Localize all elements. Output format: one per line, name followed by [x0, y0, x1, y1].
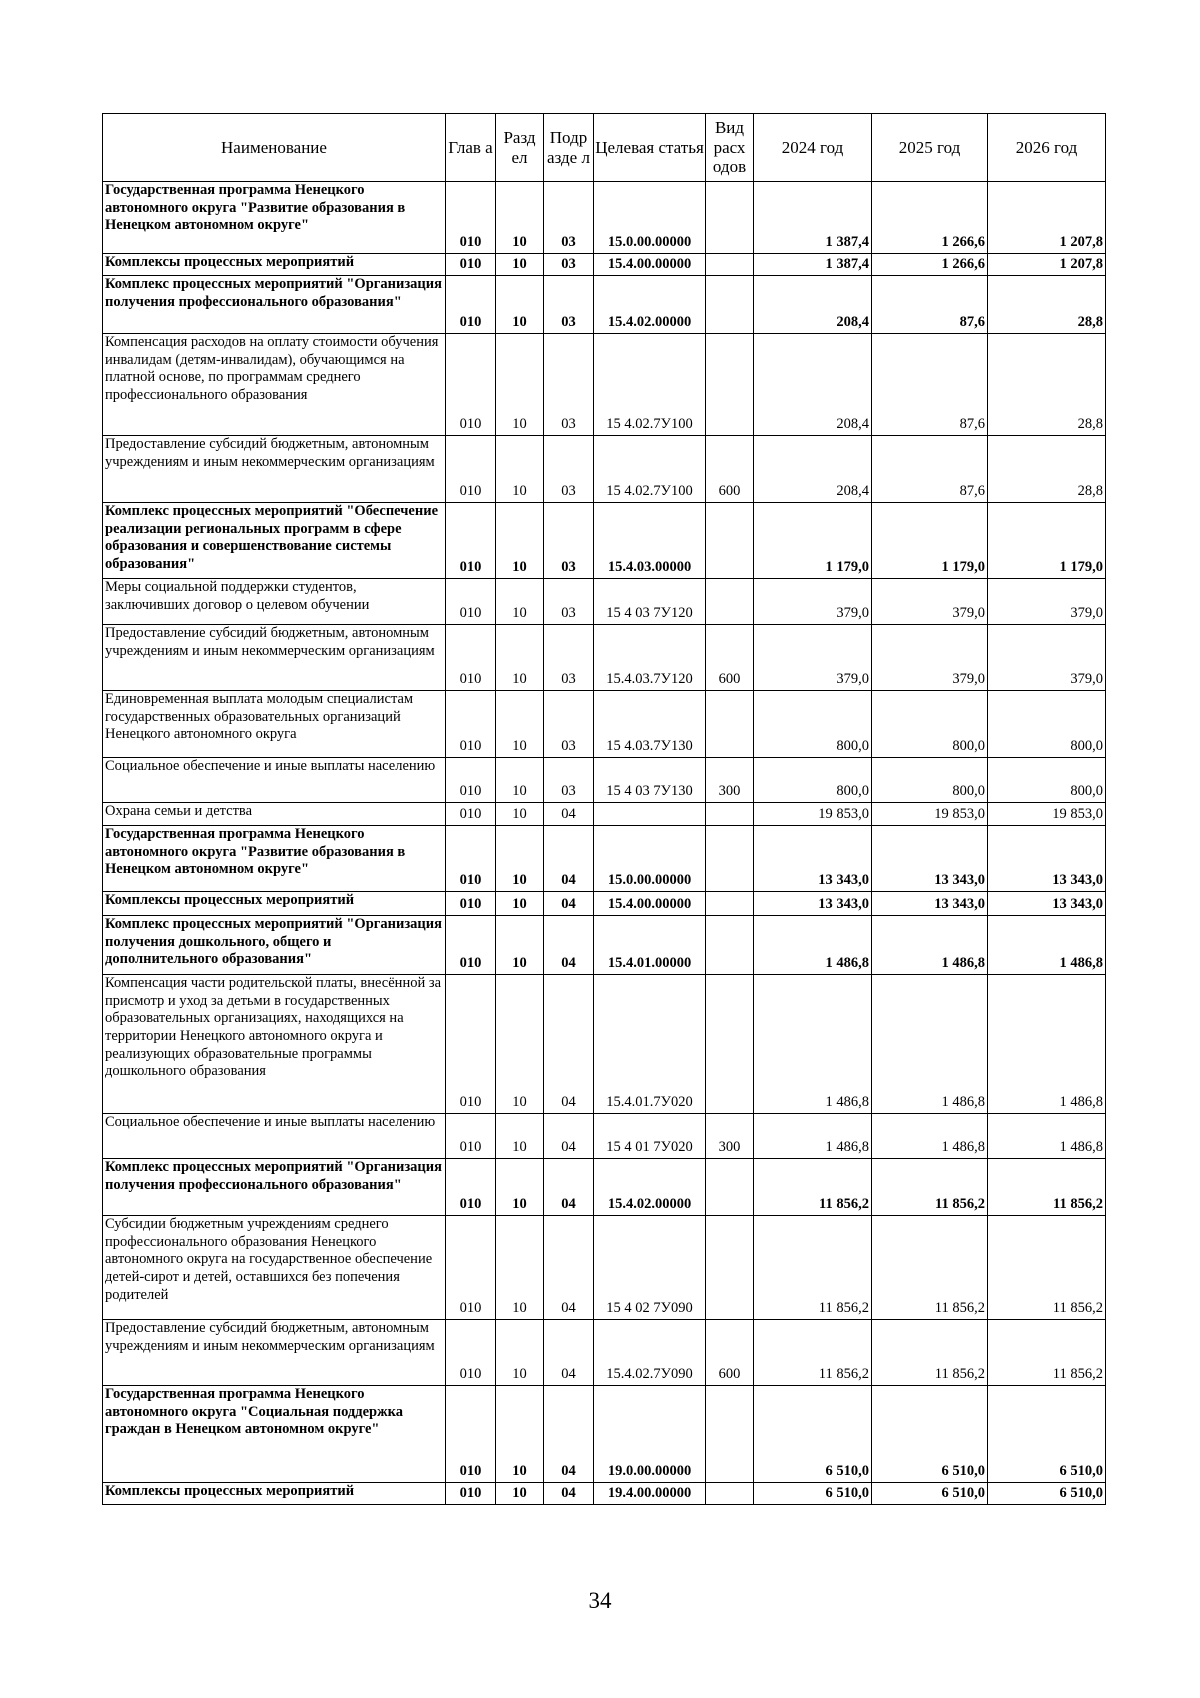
cell-2025: 1 266,6	[872, 254, 988, 276]
cell-vid	[706, 892, 754, 916]
cell-vid	[706, 1386, 754, 1483]
cell-2025: 13 343,0	[872, 892, 988, 916]
header-name: Наименование	[103, 114, 446, 182]
cell-name: Социальное обеспечение и иные выплаты населению	[103, 1114, 446, 1159]
cell-podrazdel: 03	[544, 625, 594, 691]
cell-vid	[706, 1216, 754, 1320]
cell-2025: 800,0	[872, 691, 988, 758]
cell-2024: 379,0	[754, 579, 872, 625]
cell-2024: 1 486,8	[754, 916, 872, 975]
cell-2026: 6 510,0	[988, 1483, 1106, 1505]
cell-name: Охрана семьи и детства	[103, 803, 446, 826]
cell-2025: 1 486,8	[872, 975, 988, 1114]
cell-vid: 600	[706, 1320, 754, 1386]
cell-celevaya: 15 4.02.7У100	[594, 436, 706, 503]
cell-celevaya: 15.4.00.00000	[594, 254, 706, 276]
cell-vid	[706, 691, 754, 758]
cell-podrazdel: 03	[544, 334, 594, 436]
cell-vid	[706, 826, 754, 892]
cell-2024: 6 510,0	[754, 1386, 872, 1483]
cell-razdel: 10	[496, 276, 544, 334]
cell-2026: 11 856,2	[988, 1159, 1106, 1216]
cell-razdel: 10	[496, 1386, 544, 1483]
cell-razdel: 10	[496, 892, 544, 916]
table-row	[103, 625, 1106, 691]
table-row	[103, 579, 1106, 625]
cell-glava: 010	[446, 826, 496, 892]
cell-glava: 010	[446, 691, 496, 758]
cell-2024: 1 387,4	[754, 254, 872, 276]
cell-2026: 1 486,8	[988, 1114, 1106, 1159]
cell-2024: 13 343,0	[754, 892, 872, 916]
table-row	[103, 1216, 1106, 1320]
cell-name: Комплексы процессных мероприятий	[103, 892, 446, 916]
cell-name: Комплекс процессных мероприятий "Организация получения профессионального образования"	[103, 1159, 446, 1216]
cell-podrazdel: 03	[544, 758, 594, 803]
cell-celevaya: 15 4 03 7У120	[594, 579, 706, 625]
table-row	[103, 334, 1106, 436]
cell-2025: 11 856,2	[872, 1216, 988, 1320]
cell-name: Компенсация части родительской платы, внесённой за присмотр и уход за детьми в государственных образовательных организациях, находящихся на территории Ненецкого автономного округа и реализующих образовательные программы дошкольного образования	[103, 975, 446, 1114]
cell-name: Комплекс процессных мероприятий "Организация получения дошкольного, общего и дополнительного образования"	[103, 916, 446, 975]
cell-2024: 208,4	[754, 436, 872, 503]
cell-celevaya: 15.4.00.00000	[594, 892, 706, 916]
table-row	[103, 276, 1106, 334]
cell-glava: 010	[446, 254, 496, 276]
cell-celevaya: 19.4.00.00000	[594, 1483, 706, 1505]
cell-glava: 010	[446, 182, 496, 254]
cell-razdel: 10	[496, 691, 544, 758]
cell-2026: 13 343,0	[988, 892, 1106, 916]
table-row	[103, 758, 1106, 803]
cell-glava: 010	[446, 1159, 496, 1216]
cell-2024: 11 856,2	[754, 1159, 872, 1216]
cell-vid	[706, 503, 754, 579]
table-row	[103, 916, 1106, 975]
cell-vid	[706, 916, 754, 975]
cell-podrazdel: 03	[544, 503, 594, 579]
table-row	[103, 1320, 1106, 1386]
cell-glava: 010	[446, 625, 496, 691]
cell-2026: 13 343,0	[988, 826, 1106, 892]
table-row	[103, 1159, 1106, 1216]
cell-razdel: 10	[496, 1320, 544, 1386]
table-row	[103, 1114, 1106, 1159]
cell-podrazdel: 03	[544, 182, 594, 254]
cell-celevaya: 15.4.01.00000	[594, 916, 706, 975]
cell-2025: 379,0	[872, 625, 988, 691]
cell-podrazdel: 04	[544, 1114, 594, 1159]
table-row	[103, 503, 1106, 579]
cell-razdel: 10	[496, 803, 544, 826]
cell-vid: 600	[706, 625, 754, 691]
cell-vid	[706, 182, 754, 254]
cell-2025: 11 856,2	[872, 1159, 988, 1216]
cell-podrazdel: 04	[544, 1320, 594, 1386]
header-razdel: Разд ел	[496, 114, 544, 182]
cell-razdel: 10	[496, 1159, 544, 1216]
cell-2025: 1 266,6	[872, 182, 988, 254]
cell-glava: 010	[446, 503, 496, 579]
cell-podrazdel: 04	[544, 892, 594, 916]
cell-razdel: 10	[496, 916, 544, 975]
cell-razdel: 10	[496, 579, 544, 625]
cell-2026: 379,0	[988, 625, 1106, 691]
cell-name: Комплекс процессных мероприятий "Организация получения профессионального образования"	[103, 276, 446, 334]
table-row	[103, 254, 1106, 276]
cell-name: Комплексы процессных мероприятий	[103, 254, 446, 276]
table-row	[103, 1483, 1106, 1505]
cell-2025: 19 853,0	[872, 803, 988, 826]
cell-razdel: 10	[496, 182, 544, 254]
cell-celevaya: 15.4.03.00000	[594, 503, 706, 579]
header-glava: Глав а	[446, 114, 496, 182]
cell-2025: 6 510,0	[872, 1386, 988, 1483]
cell-celevaya: 15.4.02.00000	[594, 1159, 706, 1216]
cell-name: Комплексы процессных мероприятий	[103, 1483, 446, 1505]
page-number: 34	[588, 1588, 612, 1613]
cell-vid	[706, 579, 754, 625]
cell-2026: 800,0	[988, 758, 1106, 803]
cell-name: Государственная программа Ненецкого автономного округа "Развитие образования в Ненецком автономном округе"	[103, 826, 446, 892]
cell-vid: 300	[706, 1114, 754, 1159]
cell-name: Комплекс процессных мероприятий "Обеспечение реализации региональных программ в сфере образования и совершенствование системы образования"	[103, 503, 446, 579]
cell-vid: 300	[706, 758, 754, 803]
cell-name: Государственная программа Ненецкого автономного округа "Социальная поддержка граждан в Ненецком автономном округе"	[103, 1386, 446, 1483]
header-2025: 2025 год	[872, 114, 988, 182]
cell-razdel: 10	[496, 334, 544, 436]
cell-2026: 6 510,0	[988, 1386, 1106, 1483]
table-row	[103, 975, 1106, 1114]
cell-podrazdel: 03	[544, 436, 594, 503]
cell-podrazdel: 04	[544, 1216, 594, 1320]
cell-2024: 6 510,0	[754, 1483, 872, 1505]
header-row	[103, 114, 1106, 182]
cell-vid	[706, 1483, 754, 1505]
cell-name: Предоставление субсидий бюджетным, автономным учреждениям и иным некоммерческим организациям	[103, 625, 446, 691]
cell-name: Предоставление субсидий бюджетным, автономным учреждениям и иным некоммерческим организациям	[103, 1320, 446, 1386]
cell-razdel: 10	[496, 758, 544, 803]
cell-celevaya: 15 4 03 7У130	[594, 758, 706, 803]
cell-2024: 13 343,0	[754, 826, 872, 892]
header-celevaya: Целевая статья	[594, 114, 706, 182]
cell-name: Социальное обеспечение и иные выплаты населению	[103, 758, 446, 803]
cell-glava: 010	[446, 1216, 496, 1320]
header-2024: 2024 год	[754, 114, 872, 182]
cell-glava: 010	[446, 758, 496, 803]
cell-glava: 010	[446, 803, 496, 826]
cell-razdel: 10	[496, 254, 544, 276]
cell-2025: 379,0	[872, 579, 988, 625]
cell-celevaya: 15.4.01.7У020	[594, 975, 706, 1114]
table-row	[103, 182, 1106, 254]
cell-podrazdel: 03	[544, 254, 594, 276]
cell-2025: 6 510,0	[872, 1483, 988, 1505]
cell-razdel: 10	[496, 1483, 544, 1505]
cell-glava: 010	[446, 276, 496, 334]
cell-2024: 11 856,2	[754, 1320, 872, 1386]
cell-celevaya	[594, 803, 706, 826]
cell-2025: 1 486,8	[872, 1114, 988, 1159]
cell-2026: 28,8	[988, 334, 1106, 436]
cell-2025: 1 179,0	[872, 503, 988, 579]
cell-2025: 800,0	[872, 758, 988, 803]
cell-glava: 010	[446, 436, 496, 503]
cell-glava: 010	[446, 1386, 496, 1483]
cell-celevaya: 15.4.03.7У120	[594, 625, 706, 691]
cell-glava: 010	[446, 334, 496, 436]
cell-2024: 208,4	[754, 276, 872, 334]
cell-name: Предоставление субсидий бюджетным, автономным учреждениям и иным некоммерческим организациям	[103, 436, 446, 503]
cell-2024: 379,0	[754, 625, 872, 691]
cell-celevaya: 15 4.03.7У130	[594, 691, 706, 758]
cell-2026: 1 179,0	[988, 503, 1106, 579]
cell-podrazdel: 03	[544, 691, 594, 758]
cell-vid	[706, 334, 754, 436]
cell-celevaya: 15 4.02.7У100	[594, 334, 706, 436]
table-row	[103, 691, 1106, 758]
cell-podrazdel: 04	[544, 1483, 594, 1505]
cell-celevaya: 15.4.02.00000	[594, 276, 706, 334]
cell-razdel: 10	[496, 625, 544, 691]
cell-razdel: 10	[496, 1114, 544, 1159]
cell-podrazdel: 04	[544, 916, 594, 975]
cell-2024: 1 486,8	[754, 975, 872, 1114]
cell-vid: 600	[706, 436, 754, 503]
cell-glava: 010	[446, 892, 496, 916]
cell-2026: 28,8	[988, 276, 1106, 334]
cell-2026: 19 853,0	[988, 803, 1106, 826]
cell-2025: 11 856,2	[872, 1320, 988, 1386]
cell-2025: 13 343,0	[872, 826, 988, 892]
cell-2026: 11 856,2	[988, 1320, 1106, 1386]
cell-celevaya: 19.0.00.00000	[594, 1386, 706, 1483]
cell-2025: 87,6	[872, 276, 988, 334]
table-row	[103, 803, 1106, 826]
cell-glava: 010	[446, 1483, 496, 1505]
cell-2024: 1 179,0	[754, 503, 872, 579]
cell-glava: 010	[446, 579, 496, 625]
cell-name: Субсидии бюджетным учреждениям среднего профессионального образования Ненецкого автономного округа на государственное обеспечение детей-сирот и детей, оставшихся без попечения родителей	[103, 1216, 446, 1320]
cell-celevaya: 15.0.00.00000	[594, 182, 706, 254]
cell-2024: 11 856,2	[754, 1216, 872, 1320]
cell-vid	[706, 975, 754, 1114]
cell-2026: 800,0	[988, 691, 1106, 758]
cell-vid	[706, 276, 754, 334]
table-row	[103, 436, 1106, 503]
table-row	[103, 1386, 1106, 1483]
cell-podrazdel: 04	[544, 826, 594, 892]
cell-glava: 010	[446, 975, 496, 1114]
cell-2024: 800,0	[754, 691, 872, 758]
cell-razdel: 10	[496, 975, 544, 1114]
cell-2026: 379,0	[988, 579, 1106, 625]
cell-2024: 800,0	[754, 758, 872, 803]
cell-celevaya: 15 4 01 7У020	[594, 1114, 706, 1159]
cell-2025: 87,6	[872, 436, 988, 503]
cell-podrazdel: 04	[544, 975, 594, 1114]
cell-glava: 010	[446, 1320, 496, 1386]
header-vid: Вид расх одов	[706, 114, 754, 182]
cell-razdel: 10	[496, 1216, 544, 1320]
cell-celevaya: 15 4 02 7У090	[594, 1216, 706, 1320]
cell-glava: 010	[446, 1114, 496, 1159]
cell-podrazdel: 04	[544, 1159, 594, 1216]
cell-vid	[706, 1159, 754, 1216]
cell-2025: 87,6	[872, 334, 988, 436]
cell-2024: 208,4	[754, 334, 872, 436]
cell-podrazdel: 03	[544, 579, 594, 625]
cell-vid	[706, 254, 754, 276]
cell-2026: 1 207,8	[988, 254, 1106, 276]
cell-glava: 010	[446, 916, 496, 975]
cell-name: Меры социальной поддержки студентов, заключивших договор о целевом обучении	[103, 579, 446, 625]
cell-2024: 1 486,8	[754, 1114, 872, 1159]
table-row	[103, 826, 1106, 892]
cell-2026: 1 207,8	[988, 182, 1106, 254]
cell-razdel: 10	[496, 436, 544, 503]
cell-podrazdel: 04	[544, 803, 594, 826]
cell-vid	[706, 803, 754, 826]
cell-2026: 1 486,8	[988, 916, 1106, 975]
cell-podrazdel: 03	[544, 276, 594, 334]
cell-podrazdel: 04	[544, 1386, 594, 1483]
cell-2025: 1 486,8	[872, 916, 988, 975]
cell-2026: 11 856,2	[988, 1216, 1106, 1320]
cell-name: Единовременная выплата молодым специалистам государственных образовательных организаций Ненецкого автономного округа	[103, 691, 446, 758]
cell-2026: 1 486,8	[988, 975, 1106, 1114]
cell-2024: 19 853,0	[754, 803, 872, 826]
budget-table	[102, 113, 1106, 1505]
cell-2026: 28,8	[988, 436, 1106, 503]
cell-razdel: 10	[496, 503, 544, 579]
cell-celevaya: 15.0.00.00000	[594, 826, 706, 892]
cell-razdel: 10	[496, 826, 544, 892]
cell-celevaya: 15.4.02.7У090	[594, 1320, 706, 1386]
cell-2024: 1 387,4	[754, 182, 872, 254]
table-body	[103, 182, 1106, 1505]
cell-name: Компенсация расходов на оплату стоимости обучения инвалидам (детям-инвалидам), обучающимся на платной основе, по программам среднего профессионального образования	[103, 334, 446, 436]
header-2026: 2026 год	[988, 114, 1106, 182]
cell-name: Государственная программа Ненецкого автономного округа "Развитие образования в Ненецком автономном округе"	[103, 182, 446, 254]
header-podrazdel: Подр азде л	[544, 114, 594, 182]
table-row	[103, 892, 1106, 916]
